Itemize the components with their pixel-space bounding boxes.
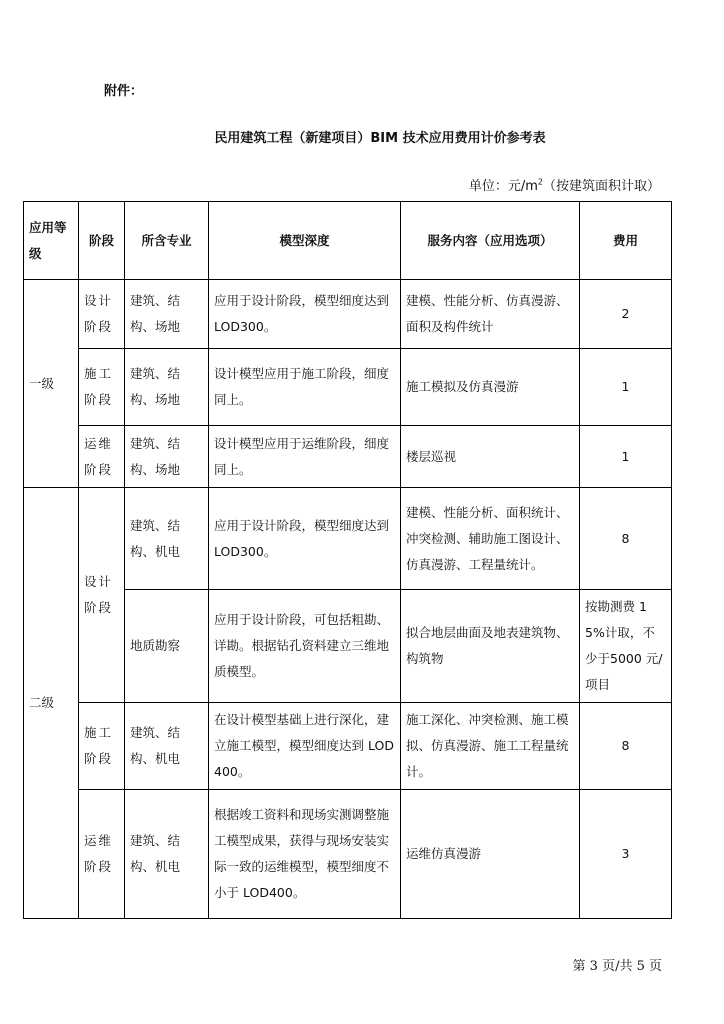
discipline-cell: 建筑、结构、场地 (125, 426, 209, 488)
fee-cell: 2 (580, 280, 672, 349)
level-cell-1: 一级 (24, 280, 79, 488)
fee-cell: 按勘测费 15%计取，不少于5000 元/项目 (580, 590, 672, 703)
model-depth-cell: 应用于设计阶段，模型细度达到 LOD300。 (209, 488, 401, 590)
page-number: 第 3 页/共 5 页 (572, 959, 662, 974)
stage-cell: 施工阶段 (79, 349, 125, 426)
discipline-cell: 建筑、结构、机电 (125, 488, 209, 590)
header-stage: 阶段 (79, 202, 125, 280)
service-cell: 运维仿真漫游 (401, 790, 580, 919)
fee-cell: 1 (580, 349, 672, 426)
discipline-cell: 建筑、结构、场地 (125, 349, 209, 426)
discipline-cell: 建筑、结构、场地 (125, 280, 209, 349)
table-row (24, 426, 672, 488)
level-cell-2: 二级 (24, 488, 79, 919)
document-title (0, 127, 724, 146)
discipline-cell: 建筑、结构、机电 (125, 703, 209, 790)
fee-cell: 8 (580, 703, 672, 790)
stage-cell: 运维阶段 (79, 426, 125, 488)
service-cell: 拟合地层曲面及地表建筑物、构筑物 (401, 590, 580, 703)
header-model-depth: 模型深度 (209, 202, 401, 280)
unit-prefix: 单位：元/m (468, 179, 538, 194)
unit-superscript: 2 (537, 177, 543, 187)
table-row (24, 488, 672, 590)
model-depth-cell: 应用于设计阶段，可包括粗勘、详勘。根据钻孔资料建立三维地质模型。 (209, 590, 401, 703)
unit-note (469, 175, 660, 194)
discipline-cell: 地质勘察 (125, 590, 209, 703)
header-discipline: 所含专业 (125, 202, 209, 280)
header-service: 服务内容（应用选项） (401, 202, 580, 280)
model-depth-cell: 应用于设计阶段，模型细度达到 LOD300。 (209, 280, 401, 349)
service-cell: 建模、性能分析、面积统计、冲突检测、辅助施工图设计、仿真漫游、工程量统计。 (401, 488, 580, 590)
service-cell: 楼层巡视 (401, 426, 580, 488)
model-depth-cell: 根据竣工资料和现场实测调整施工模型成果，获得与现场安装实际一致的运维模型，模型细度不小于 LOD400。 (209, 790, 401, 919)
model-depth-cell: 在设计模型基础上进行深化，建立施工模型，模型细度达到 LOD400。 (209, 703, 401, 790)
stage-cell: 设计阶段 (79, 280, 125, 349)
model-depth-cell: 设计模型应用于施工阶段，细度同上。 (209, 349, 401, 426)
stage-cell: 设计阶段 (79, 488, 125, 703)
header-level: 应用等级 (24, 202, 79, 280)
table-row (24, 790, 672, 919)
document-title-text: 民用建筑工程（新建项目）BIM 技术应用费用计价参考表 (214, 131, 546, 146)
table-row (24, 703, 672, 790)
table-row (24, 349, 672, 426)
price-reference-table (23, 201, 672, 919)
service-cell: 建模、性能分析、仿真漫游、面积及构件统计 (401, 280, 580, 349)
fee-cell: 3 (580, 790, 672, 919)
header-fee: 费用 (580, 202, 672, 280)
stage-cell: 施工阶段 (79, 703, 125, 790)
discipline-cell: 建筑、结构、机电 (125, 790, 209, 919)
table-row (24, 280, 672, 349)
attachment-label: 附件： (104, 84, 144, 99)
stage-cell: 运维阶段 (79, 790, 125, 919)
model-depth-cell: 设计模型应用于运维阶段，细度同上。 (209, 426, 401, 488)
service-cell: 施工模拟及仿真漫游 (401, 349, 580, 426)
fee-cell: 1 (580, 426, 672, 488)
fee-cell: 8 (580, 488, 672, 590)
unit-suffix: （按建筑面积计取） (542, 179, 660, 194)
table-header-row (24, 202, 672, 280)
service-cell: 施工深化、冲突检测、施工模拟、仿真漫游、施工工程量统计。 (401, 703, 580, 790)
